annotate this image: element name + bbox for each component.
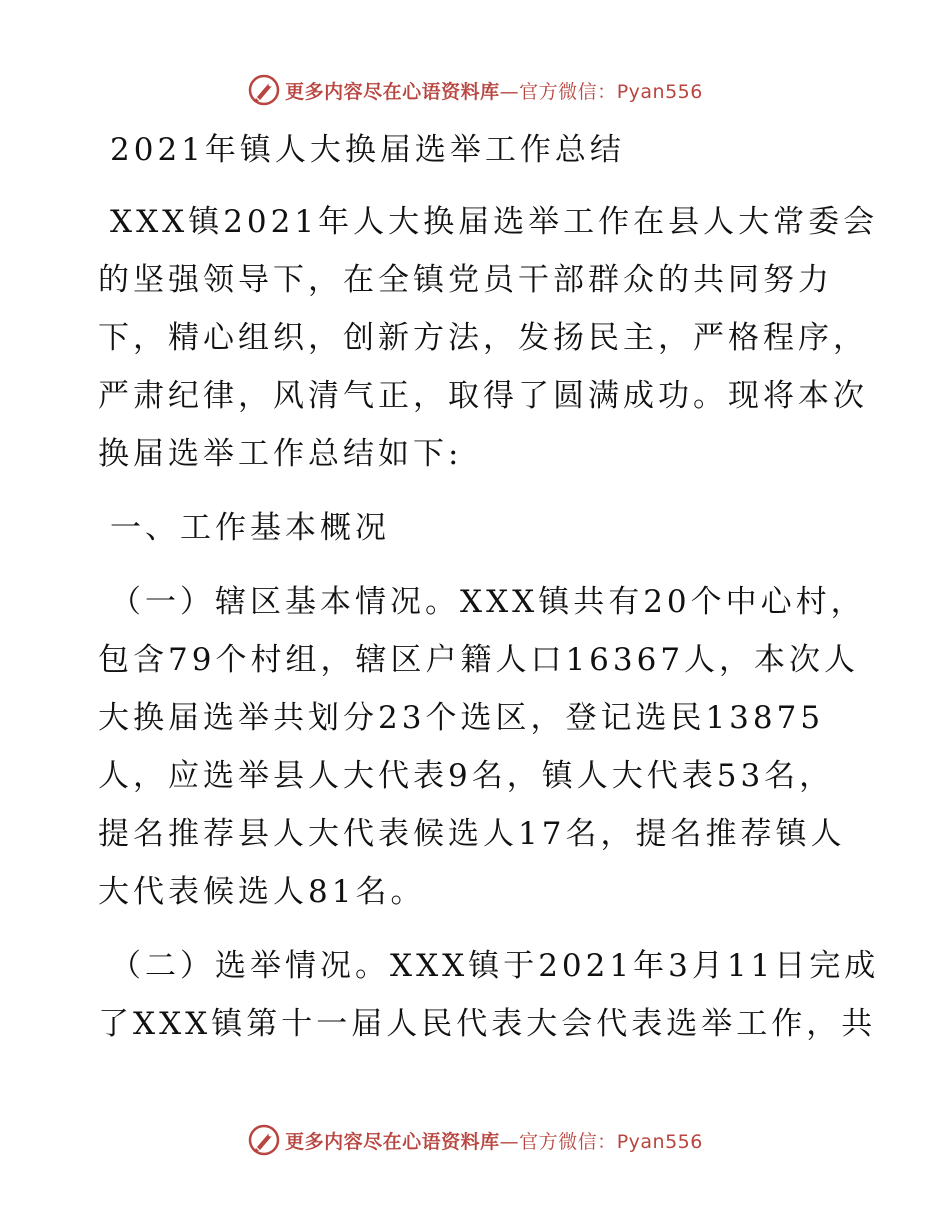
paragraph-line-11: 大代表候选人81名。 [98, 874, 426, 910]
header-banner [0, 70, 950, 110]
banner-dash: — [499, 80, 520, 103]
banner-text [285, 77, 703, 104]
banner-wechat-id: Pyan556 [616, 80, 703, 103]
pen-nib-logo-icon [247, 1123, 281, 1157]
paragraph-line-1: XXX镇2021年人大换届选举工作在县人大常委会 [110, 204, 879, 240]
paragraph-line-5: 换届选举工作总结如下: [98, 436, 463, 472]
banner-wechat-id: Pyan556 [616, 1130, 703, 1153]
paragraph-line-4: 严肃纪律，风清气正，取得了圆满成功。现将本次 [98, 378, 868, 414]
paragraph-line-10: 提名推荐县人大代表候选人17名，提名推荐镇人 [98, 816, 846, 852]
document-title: 2021年镇人大换届选举工作总结 [110, 132, 625, 168]
paragraph-line-2: 的坚强领导下，在全镇党员干部群众的共同努力 [98, 262, 833, 298]
paragraph-line-12: （二）选举情况。XXX镇于2021年3月11日完成 [110, 948, 880, 984]
banner-text [285, 1127, 703, 1154]
paragraph-line-9: 人，应选举县人大代表9名，镇人大代表53名， [98, 758, 835, 794]
banner-wechat-label: 官方微信： [519, 1130, 617, 1153]
paragraph-line-8: 大换届选举共划分23个选区，登记选民13875 [98, 700, 825, 736]
paragraph-line-3: 下，精心组织，创新方法，发扬民主，严格程序， [98, 320, 868, 356]
paragraph-line-6: （一）辖区基本情况。XXX镇共有20个中心村， [110, 584, 866, 620]
banner-dash: — [499, 1130, 520, 1153]
paragraph-line-13: 了XXX镇第十一届人民代表大会代表选举工作，共 [98, 1006, 877, 1042]
footer-banner [0, 1120, 950, 1160]
banner-site-name: 更多内容尽在心语资料库 [285, 1130, 500, 1153]
banner-site-name: 更多内容尽在心语资料库 [285, 80, 500, 103]
paragraph-line-7: 包含79个村组，辖区户籍人口16367人，本次人 [98, 642, 860, 678]
pen-nib-logo-icon [247, 73, 281, 107]
section-heading-1: 一、工作基本概况 [110, 510, 390, 546]
banner-wechat-label: 官方微信： [519, 80, 617, 103]
